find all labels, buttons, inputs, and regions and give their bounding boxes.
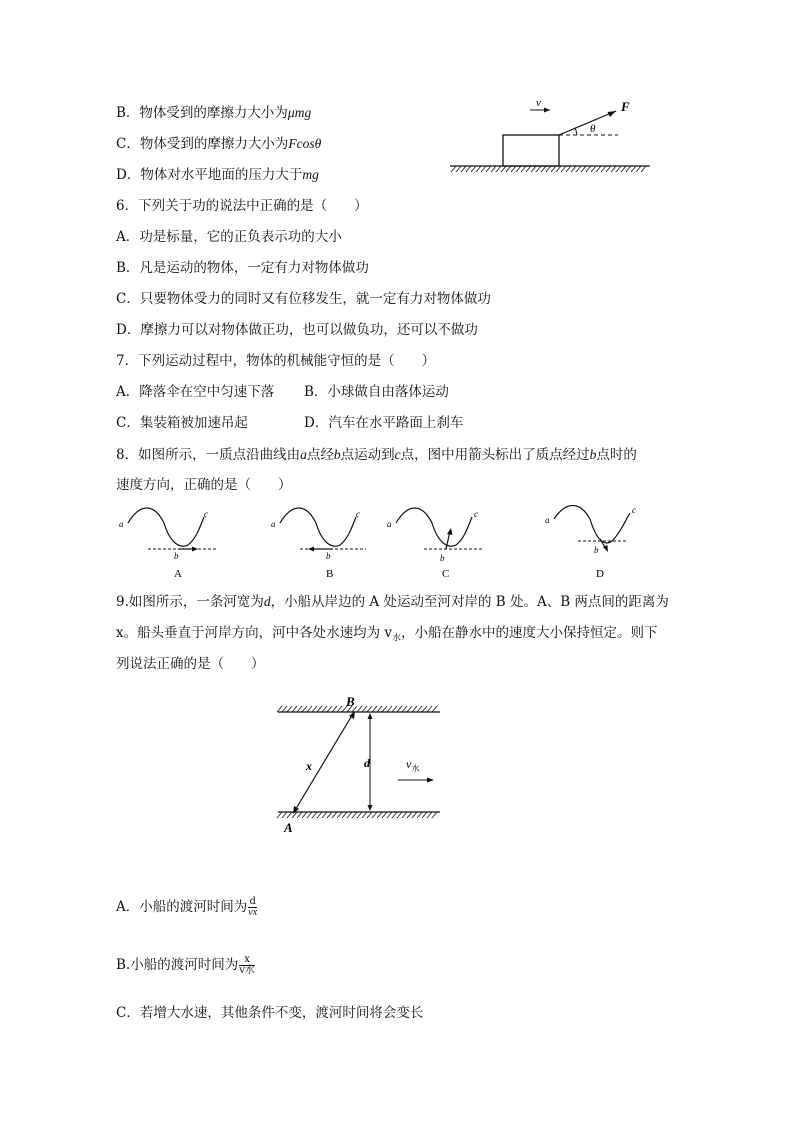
hatch-mark bbox=[491, 166, 496, 172]
hatch-mark bbox=[297, 706, 302, 712]
q9a-text: A．小船的渡河时间为 bbox=[116, 899, 248, 915]
curve-d-label-a: a bbox=[545, 515, 550, 525]
ground-hatch bbox=[451, 166, 646, 172]
force-diagram bbox=[446, 95, 676, 185]
q8-point-a: a bbox=[300, 447, 307, 462]
hatch-mark bbox=[287, 706, 292, 712]
q9-option-b bbox=[116, 953, 255, 977]
hatch-mark bbox=[417, 706, 422, 712]
theta-label: θ bbox=[590, 123, 596, 135]
far-bank-hatch bbox=[277, 706, 437, 712]
q8-point-b2: b bbox=[589, 447, 597, 462]
hatch-mark bbox=[362, 706, 367, 712]
hatch-mark bbox=[402, 812, 407, 818]
label-x: x bbox=[306, 759, 312, 773]
hatch-mark bbox=[412, 812, 417, 818]
near-bank-hatch bbox=[277, 812, 437, 818]
q6-option-b: B．凡是运动的物体，一定有力对物体做功 bbox=[116, 260, 369, 276]
q6-stem: 6．下列关于功的说法中正确的是（ ） bbox=[116, 198, 368, 214]
hatch-mark bbox=[377, 812, 382, 818]
q9-text-2: ，小船从岸边的 A 处运动至河对岸的 B 处。A、B 两点间的距离为 bbox=[270, 594, 669, 610]
q5d-text: D．物体对水平地面的压力大于 bbox=[116, 167, 303, 183]
q9a-fraction bbox=[248, 897, 257, 918]
q8-stem-line2: 速度方向，正确的是（ ） bbox=[116, 477, 292, 493]
q5c-math: Fcosθ bbox=[288, 136, 322, 151]
hatch-mark bbox=[342, 812, 347, 818]
point-a-label: A bbox=[284, 820, 293, 835]
curve-a-label-a: a bbox=[119, 519, 124, 529]
hatch-mark bbox=[402, 706, 407, 712]
q5-option-d bbox=[116, 166, 319, 184]
hatch-mark bbox=[601, 166, 606, 172]
q6-option-a: A．功是标量，它的正负表示功的大小 bbox=[116, 229, 342, 245]
hatch-mark bbox=[422, 812, 427, 818]
hatch-mark bbox=[312, 706, 317, 712]
hatch-mark bbox=[312, 812, 317, 818]
displacement-x bbox=[294, 712, 354, 812]
hatch-mark bbox=[307, 706, 312, 712]
block bbox=[503, 135, 559, 166]
hatch-mark bbox=[616, 166, 621, 172]
hatch-mark bbox=[292, 812, 297, 818]
hatch-mark bbox=[387, 812, 392, 818]
hatch-mark bbox=[302, 706, 307, 712]
curve-b-label-a: a bbox=[271, 519, 276, 529]
curve-c-label-a: a bbox=[387, 519, 392, 529]
hatch-mark bbox=[367, 812, 372, 818]
q8-point-c: c bbox=[394, 447, 401, 462]
q9a-num: d bbox=[249, 896, 256, 907]
q9-stem-line2 bbox=[116, 624, 658, 648]
hatch-mark bbox=[626, 166, 631, 172]
hatch-mark bbox=[456, 166, 461, 172]
q9b-text: B.小船的渡河时间为 bbox=[116, 957, 239, 973]
hatch-mark bbox=[322, 706, 327, 712]
q9-text-1: 9.如图所示，一条河宽为 bbox=[116, 594, 264, 610]
hatch-mark bbox=[422, 706, 427, 712]
hatch-mark bbox=[287, 812, 292, 818]
hatch-mark bbox=[581, 166, 586, 172]
hatch-mark bbox=[412, 706, 417, 712]
hatch-mark bbox=[362, 812, 367, 818]
hatch-mark bbox=[636, 166, 641, 172]
hatch-mark bbox=[427, 812, 432, 818]
hatch-mark bbox=[357, 812, 362, 818]
q9b-den: v水 bbox=[239, 965, 255, 976]
hatch-mark bbox=[611, 166, 616, 172]
hatch-mark bbox=[377, 706, 382, 712]
hatch-mark bbox=[432, 812, 437, 818]
hatch-mark bbox=[317, 812, 322, 818]
curve-option-d-figure bbox=[542, 505, 652, 583]
hatch-mark bbox=[541, 166, 546, 172]
hatch-mark bbox=[337, 812, 342, 818]
q9-option-a bbox=[116, 895, 257, 919]
q5c-text: C．物体受到的摩擦力大小为 bbox=[116, 136, 289, 152]
q5b-math: μmg bbox=[287, 105, 312, 120]
hatch-mark bbox=[407, 812, 412, 818]
hatch-mark bbox=[451, 166, 456, 172]
curve-d-label-c: c bbox=[632, 505, 636, 515]
hatch-mark bbox=[641, 166, 646, 172]
curve-c-label-b: b bbox=[440, 553, 445, 563]
hatch-mark bbox=[501, 166, 506, 172]
hatch-mark bbox=[606, 166, 611, 172]
curve-c-label-c: c bbox=[474, 509, 478, 519]
hatch-mark bbox=[621, 166, 626, 172]
curve-option-c-figure bbox=[384, 505, 494, 583]
q9-text-4: ，小船在静水中的速度大小保持恒定。则下 bbox=[401, 625, 658, 641]
hatch-mark bbox=[382, 706, 387, 712]
curve-option-a-figure bbox=[116, 505, 226, 583]
hatch-mark bbox=[521, 166, 526, 172]
q9a-den: vx bbox=[248, 907, 258, 918]
hatch-mark bbox=[511, 166, 516, 172]
q6-option-c: C．只要物体受力的同时又有位移发生，就一定有力对物体做功 bbox=[116, 291, 491, 307]
hatch-mark bbox=[387, 706, 392, 712]
hatch-mark bbox=[551, 166, 556, 172]
q9-text-3: x。船头垂直于河岸方向，河中各处水速均为 v bbox=[116, 625, 393, 641]
curve-d-label-b: b bbox=[594, 545, 599, 555]
hatch-mark bbox=[576, 166, 581, 172]
hatch-mark bbox=[571, 166, 576, 172]
hatch-mark bbox=[561, 166, 566, 172]
q8-text-3: 点运动到 bbox=[340, 447, 395, 463]
hatch-mark bbox=[347, 812, 352, 818]
q9-sub-water: 水 bbox=[392, 633, 402, 644]
hatch-mark bbox=[392, 812, 397, 818]
q9b-fraction bbox=[239, 955, 255, 976]
hatch-mark bbox=[591, 166, 596, 172]
hatch-mark bbox=[631, 166, 636, 172]
q8-text-5: 点时的 bbox=[596, 447, 637, 463]
hatch-mark bbox=[317, 706, 322, 712]
curve-option-b-figure bbox=[268, 505, 378, 583]
point-b-label: B bbox=[346, 694, 355, 709]
hatch-mark bbox=[397, 812, 402, 818]
q9-stem-line1 bbox=[116, 593, 669, 611]
q8-stem-line1 bbox=[116, 446, 637, 464]
q7-option-d: D．汽车在水平路面上刹车 bbox=[304, 415, 464, 431]
hatch-mark bbox=[471, 166, 476, 172]
hatch-mark bbox=[357, 706, 362, 712]
hatch-mark bbox=[327, 706, 332, 712]
hatch-mark bbox=[531, 166, 536, 172]
hatch-mark bbox=[516, 166, 521, 172]
hatch-mark bbox=[332, 706, 337, 712]
hatch-mark bbox=[461, 166, 466, 172]
hatch-mark bbox=[432, 706, 437, 712]
hatch-mark bbox=[332, 812, 337, 818]
label-d: d bbox=[364, 756, 370, 770]
hatch-mark bbox=[372, 706, 377, 712]
hatch-mark bbox=[536, 166, 541, 172]
q5-option-c bbox=[116, 135, 321, 153]
q8-text-4: 点，图中用箭头标出了质点经过 bbox=[400, 447, 590, 463]
hatch-mark bbox=[352, 812, 357, 818]
hatch-mark bbox=[277, 706, 282, 712]
hatch-mark bbox=[506, 166, 511, 172]
hatch-mark bbox=[392, 706, 397, 712]
curve-a-label-b: b bbox=[174, 551, 179, 561]
q7-option-b: B．小球做自由落体运动 bbox=[304, 384, 449, 400]
hatch-mark bbox=[596, 166, 601, 172]
hatch-mark bbox=[586, 166, 591, 172]
hatch-mark bbox=[382, 812, 387, 818]
velocity-label: v bbox=[536, 97, 541, 109]
curve-b-letter: B bbox=[326, 568, 334, 580]
label-v-water: $v_水$ bbox=[406, 757, 420, 773]
hatch-mark bbox=[327, 812, 332, 818]
q8-text-2: 点经 bbox=[306, 447, 334, 463]
q9b-num: x bbox=[239, 955, 255, 966]
q5b-text: B．物体受到的摩擦力大小为 bbox=[116, 105, 288, 121]
hatch-mark bbox=[277, 812, 282, 818]
curve-b-label-c: c bbox=[356, 509, 360, 519]
hatch-mark bbox=[282, 812, 287, 818]
hatch-mark bbox=[292, 706, 297, 712]
hatch-mark bbox=[337, 706, 342, 712]
hatch-mark bbox=[322, 812, 327, 818]
hatch-mark bbox=[546, 166, 551, 172]
hatch-mark bbox=[566, 166, 571, 172]
q5d-math: mg bbox=[302, 167, 319, 182]
force-label: F bbox=[621, 99, 630, 114]
q9-option-c: C．若增大水速，其他条件不变，渡河时间将会变长 bbox=[116, 1005, 424, 1021]
hatch-mark bbox=[367, 706, 372, 712]
curve-b-label-b: b bbox=[326, 551, 331, 561]
hatch-mark bbox=[476, 166, 481, 172]
hatch-mark bbox=[397, 706, 402, 712]
curve-a-letter: A bbox=[174, 568, 182, 580]
q8-text-1: 8．如图所示，一质点沿曲线由 bbox=[116, 447, 301, 463]
q9-d: d bbox=[263, 594, 271, 609]
q7-option-c: C．集装箱被加速吊起 bbox=[116, 415, 248, 431]
river-diagram bbox=[270, 690, 450, 838]
hatch-mark bbox=[481, 166, 486, 172]
hatch-mark bbox=[496, 166, 501, 172]
hatch-mark bbox=[427, 706, 432, 712]
q7-stem: 7．下列运动过程中，物体的机械能守恒的是（ ） bbox=[116, 353, 436, 369]
hatch-mark bbox=[556, 166, 561, 172]
hatch-mark bbox=[307, 812, 312, 818]
curve-c-letter: C bbox=[442, 568, 450, 580]
hatch-mark bbox=[282, 706, 287, 712]
hatch-mark bbox=[417, 812, 422, 818]
hatch-mark bbox=[526, 166, 531, 172]
q6-option-d: D．摩擦力可以对物体做正功，也可以做负功，还可以不做功 bbox=[116, 322, 478, 338]
curve-d-letter: D bbox=[596, 568, 604, 580]
hatch-mark bbox=[486, 166, 491, 172]
q9-stem-line3: 列说法正确的是（ ） bbox=[116, 656, 265, 672]
hatch-mark bbox=[466, 166, 471, 172]
q7-option-a: A．降落伞在空中匀速下落 bbox=[116, 384, 275, 400]
q5-option-b bbox=[116, 104, 311, 122]
hatch-mark bbox=[302, 812, 307, 818]
q8-point-b: b bbox=[333, 447, 341, 462]
hatch-mark bbox=[407, 706, 412, 712]
hatch-mark bbox=[297, 812, 302, 818]
curve-a-label-c: c bbox=[204, 509, 208, 519]
hatch-mark bbox=[372, 812, 377, 818]
